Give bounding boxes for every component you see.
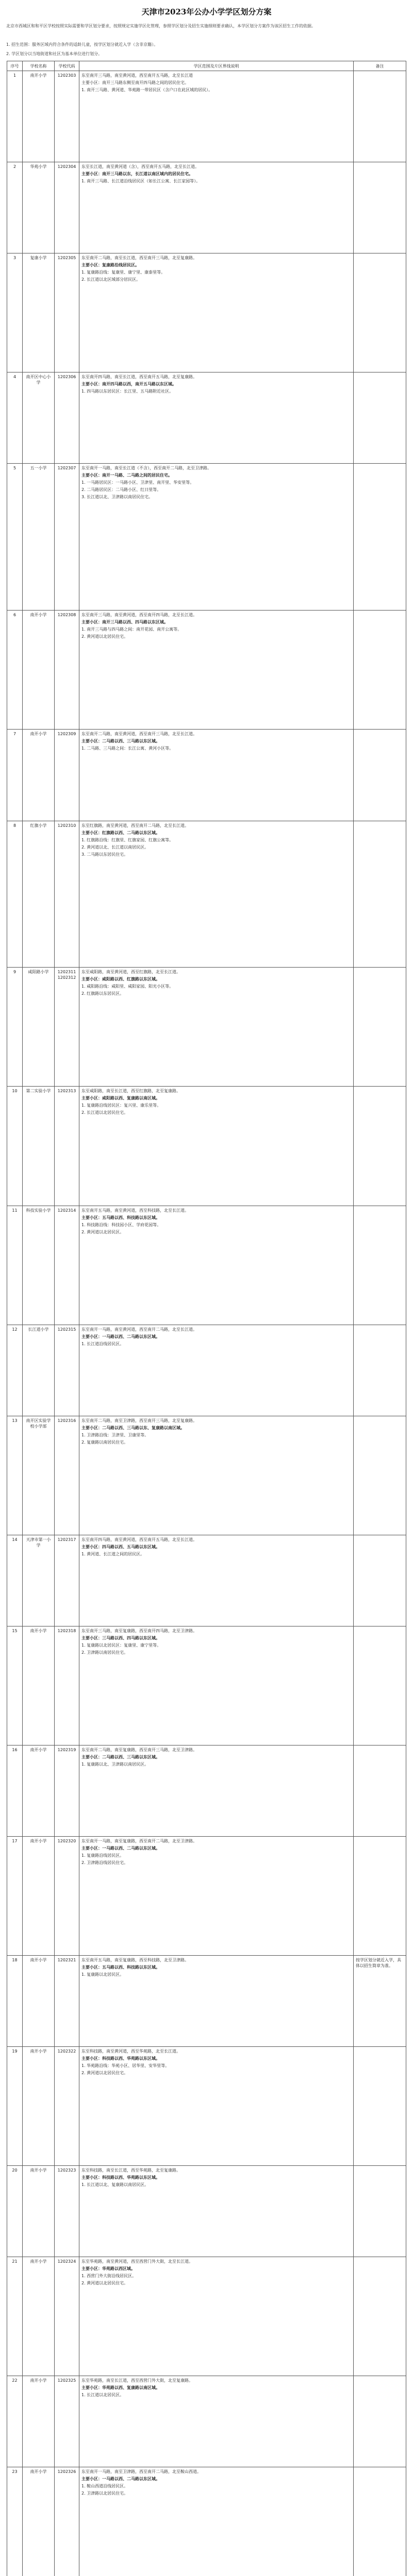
school-code: 1202305 [55, 253, 79, 372]
row-number: 5 [7, 464, 23, 611]
table-row [7, 2467, 406, 2576]
zone-line: 2. 二马路居民区：二马路小区、红日里等。 [81, 487, 161, 493]
row-number: 22 [7, 2376, 23, 2467]
row-number: 9 [7, 968, 23, 1087]
intro-paragraph: 1. 招生范围：服务区域内符合条件的适龄儿童，按学区划分就近入学（含非京籍）。 [6, 42, 158, 47]
zone-line: 东至南开四马路，南至黄河道，西至南开五马路，北至长江道。 [81, 1537, 197, 1542]
table-row [7, 1087, 406, 1206]
zone-line: 主要小区：科技路以西、华苑路以东区域。 [81, 2056, 160, 2061]
zone-line: 东至南开二马路，南至卫津路，西至南开三马路，北至复康路。 [81, 1418, 197, 1423]
zone-scope [79, 968, 354, 1087]
row-number: 23 [7, 2467, 23, 2576]
school-code: 1202322 [55, 2047, 79, 2166]
school-code: 1202324 [55, 2257, 79, 2376]
zone-line: 2. 黄河道以北居民住宅。 [81, 634, 128, 639]
zone-line: 主要小区：五马路以西、科技路以东区域。 [81, 1965, 160, 1970]
zone-line: 1. 复康路沿线：复康里、康宁里、康泰里等。 [81, 270, 166, 275]
zone-line: 主要小区：咸阳路以西、复康路以南区域。 [81, 1096, 160, 1101]
zone-line: 1. 复康路以北居民区。 [81, 1972, 124, 1977]
zone-note [354, 1087, 406, 1206]
row-number: 4 [7, 372, 23, 464]
school-code: 1202325 [55, 2376, 79, 2467]
zone-line: 东至南开三马路，南至黄河道，西至南开五马路，北至长江道 [81, 73, 193, 78]
zone-note [354, 2047, 406, 2166]
intro-paragraph: 2. 学区划分以当地街道和社区为基本单位进行划分。 [6, 52, 103, 56]
table-row [7, 968, 406, 1087]
zone-line: 1. 四马路以东居民区：长江里、五马路附近社区。 [81, 389, 174, 394]
zone-line: 东至南开五马路，南至黄河道，西至科技路，北至长江道。 [81, 1208, 189, 1213]
zone-line: 东至华苑路，南至长江道，西至西营门外大街，北至复康路。 [81, 2378, 193, 2383]
zone-line: 主要小区：华苑路以西、复康路以南区域。 [81, 2385, 160, 2391]
row-number: 2 [7, 162, 23, 253]
row-number: 1 [7, 71, 23, 162]
zone-line: 1. 复康路以北居民区：复康里、康宁里等。 [81, 1642, 161, 1648]
school-name: 南开小学 [23, 611, 55, 730]
row-number: 16 [7, 1745, 23, 1836]
row-number: 20 [7, 2166, 23, 2257]
zone-scope [79, 730, 354, 821]
zone-note [354, 2166, 406, 2257]
table-row [7, 1745, 406, 1836]
zone-scope [79, 2257, 354, 2376]
school-name: 南开小学 [23, 2376, 55, 2467]
zone-note [354, 1745, 406, 1836]
zone-line: 东至华苑路，南至黄河道，西至西营门外大街，北至长江道。 [81, 2259, 193, 2264]
zone-scope [79, 1535, 354, 1626]
zone-line: 东至南开四马路，南至长江道，西至南开五马路，北至复康路。 [81, 375, 197, 380]
school-code: 1202318 [55, 1626, 79, 1745]
zone-scope [79, 1325, 354, 1416]
school-name: 华苑小学 [23, 162, 55, 253]
zone-scope [79, 253, 354, 372]
document-title: 天津市2023年公办小学学区划分方案 [141, 7, 272, 16]
row-number: 11 [7, 1206, 23, 1325]
zone-line: 东至红旗路，南至黄河道，西至南开二马路，北至长江道。 [81, 823, 189, 828]
school-code: 1202314 [55, 1206, 79, 1325]
zone-line: 2. 红旗路以东居民区。 [81, 991, 124, 996]
zone-line: 东至南开一马路，南至卫津路，西至南开二马路，北至鞍山西道。 [81, 2469, 201, 2475]
row-number: 21 [7, 2257, 23, 2376]
school-code: 1202319 [55, 1745, 79, 1836]
zone-line: 1. 长江道以北居民区。 [81, 2393, 124, 2398]
table-row [7, 253, 406, 372]
zone-note [354, 71, 406, 162]
zone-scope [79, 464, 354, 611]
school-code: 1202315 [55, 1325, 79, 1416]
zone-line: 1. 二马路、三马路之间：长江公寓、黄河小区等。 [81, 746, 174, 751]
zone-scope [79, 1416, 354, 1535]
school-name: 南开小学 [23, 2467, 55, 2576]
zone-note [354, 464, 406, 611]
zone-line: 2. 长江道以北区域部分居民区。 [81, 277, 141, 282]
zone-note [354, 162, 406, 253]
school-code: 1202320 [55, 1836, 79, 1955]
zone-line: 1. 复康路以北、卫津路以南居民区。 [81, 1761, 149, 1767]
table-row [7, 1956, 406, 2047]
school-name: 南开区实验学校小学部 [23, 1416, 55, 1535]
zone-line: 主要小区：科技路以西、华苑路以东区域。 [81, 2175, 160, 2180]
table-row [7, 2257, 406, 2376]
zone-scope [79, 1626, 354, 1745]
zone-line: 2. 长江道以北居民住宅。 [81, 1110, 128, 1115]
zone-note [354, 611, 406, 730]
school-code: 1202313 [55, 1087, 79, 1206]
zone-scope [79, 1206, 354, 1325]
zone-line: 主要小区：复康路沿线居民区。 [81, 263, 139, 268]
school-name: 天津市第一小学 [23, 1535, 55, 1626]
zone-note [354, 730, 406, 821]
zone-line: 主要小区：一马路以西、二马路以东区域。 [81, 1845, 160, 1851]
row-number: 8 [7, 821, 23, 968]
school-name: 南开小学 [23, 2166, 55, 2257]
zone-line: 东至长江道，南至黄河道（含），西至南开五马路，北至长江道。 [81, 164, 199, 170]
zone-line: 主要小区：南开三马路以东，长江道以南区域内的居民住宅。 [81, 172, 193, 177]
zone-scope [79, 2376, 354, 2467]
table-row [7, 821, 406, 968]
school-code: 1202321 [55, 1956, 79, 2047]
header-code: 学校代码 [55, 61, 79, 71]
zone-note [354, 2257, 406, 2376]
zone-line: 主要小区：三马路以西、四马路以东区域。 [81, 1635, 160, 1640]
school-name: 科技实验小学 [23, 1206, 55, 1325]
school-name: 南开小学 [23, 71, 55, 162]
row-number: 12 [7, 1325, 23, 1416]
zone-note [354, 2467, 406, 2576]
zone-line: 东至南开三马路，南至复康路，西至南开四马路，北至卫津路。 [81, 1628, 197, 1633]
zone-line: 2. 黄河道以北居民区。 [81, 1229, 124, 1234]
zone-scope [79, 2467, 354, 2576]
zone-scope [79, 1087, 354, 1206]
zone-line: 2. 卫津路以南居民住宅。 [81, 1650, 128, 1655]
zone-line: 主要小区：四马路以西、五马路以东区域。 [81, 1544, 160, 1549]
header-note: 备注 [354, 61, 406, 71]
zone-line: 东至咸阳路，南至黄河道，西至红旗路，北至长江道。 [81, 970, 180, 975]
row-number: 13 [7, 1416, 23, 1535]
school-code: 1202310 [55, 821, 79, 968]
table-row [7, 464, 406, 611]
zone-line: 1. 黄河道、长江道之间的居民区。 [81, 1551, 145, 1556]
table-row [7, 1535, 406, 1626]
zone-line: 2. 卫津路以北居民住宅。 [81, 2491, 128, 2496]
zone-note [354, 1416, 406, 1535]
zone-scope [79, 821, 354, 968]
table-row [7, 2166, 406, 2257]
row-number: 7 [7, 730, 23, 821]
intro-paragraph: 北京市西城区和和平区学校按照实际需要和学区划分要求，按照规定实施学区化管理，参照学区划分及招生实施细则要求确认，本学区划分方案作为该区招生工作的依据。 [6, 24, 316, 28]
zone-line: 1. 南开三马路、长江道沿线居民区（如长江公寓、长江家园等）。 [81, 179, 201, 184]
zone-scope [79, 1836, 354, 1955]
zone-line: 主要小区：五马路以西、科技路以东区域。 [81, 1215, 160, 1220]
zone-line: 1. 咸阳路沿线：咸阳里、咸阳家园、阳光小区等。 [81, 984, 174, 989]
zone-line: 东至南开二马路，南至复康路，西至南开三马路，北至卫津路。 [81, 1747, 197, 1752]
zone-line: 2. 黄河道以北居民住宅。 [81, 2281, 128, 2286]
table-row [7, 162, 406, 253]
zone-note [354, 1206, 406, 1325]
zone-note [354, 1325, 406, 1416]
school-code: 1202307 [55, 464, 79, 611]
row-number: 15 [7, 1626, 23, 1745]
zone-line: 主要小区：南开四马路以西，南开五马路以东区域。 [81, 382, 176, 387]
table-row [7, 2376, 406, 2467]
zone-scope [79, 372, 354, 464]
zone-line: 东至南开二马路，南至黄河道，西至南开三马路，北至长江道。 [81, 732, 197, 737]
zone-scope [79, 2166, 354, 2257]
zone-line: 东至南开一马路，南至复康路，西至南开二马路，北至卫津路。 [81, 1838, 197, 1843]
zone-note [354, 1626, 406, 1745]
school-code: 1202306 [55, 372, 79, 464]
zone-line: 主要小区：红旗路以西、二马路以东区域。 [81, 830, 160, 835]
zone-note [354, 1836, 406, 1955]
school-code: 1202316 [55, 1416, 79, 1535]
school-zone-table [7, 61, 406, 2576]
zone-line: 1. 红旗路沿线：红旗里、红旗家园、红旗公寓等。 [81, 837, 174, 842]
zone-note [354, 1535, 406, 1626]
zone-line: 1. 南开三马路、黄河道、华苑路一带居民区（含户口在此区域的居民）。 [81, 88, 213, 92]
school-code: 1202311 1202312 [55, 968, 79, 1087]
zone-note [354, 968, 406, 1087]
zone-line: 东至南开五马路，南至复康路，西至科技路，北至卫津路。 [81, 1958, 189, 1962]
school-code: 1202304 [55, 162, 79, 253]
row-number: 18 [7, 1956, 23, 2047]
school-code: 1202308 [55, 611, 79, 730]
row-number: 17 [7, 1836, 23, 1955]
zone-line: 1. 卫津路沿线：卫津里、卫康里等。 [81, 1432, 149, 1437]
zone-line: 主要小区：咸阳路以西、红旗路以东区域。 [81, 977, 160, 982]
row-number: 19 [7, 2047, 23, 2166]
zone-line: 主要小区：南开三马路东侧至南开四马路之间的居民住宅。 [81, 80, 189, 85]
zone-line: 东至科技路，南至黄河道，西至华苑路，北至长江道。 [81, 2049, 180, 2054]
zone-line: 主要小区：南开一马路、二马路之间的居民住宅。 [81, 473, 172, 478]
school-name: 咸阳路小学 [23, 968, 55, 1087]
zone-line: 2. 复康路以南居民住宅。 [81, 1439, 128, 1445]
zone-line: 1. 西营门外大街沿线居民区。 [81, 2274, 137, 2279]
zone-line: 1. 鞍山西道沿线居民区。 [81, 2484, 128, 2489]
table-body [7, 71, 406, 2576]
zone-line: 主要小区：一马路以西、二马路以东区域。 [81, 2477, 160, 2482]
zone-line: 1. 南开三马路与四马路之间：南开花园、南开公寓等。 [81, 627, 182, 632]
zone-scope [79, 1745, 354, 1836]
zone-scope [79, 2047, 354, 2166]
school-name: 南开小学 [23, 1745, 55, 1836]
header-school: 学校名称 [23, 61, 55, 71]
zone-line: 1. 科技路沿线：科技园小区、学府花园等。 [81, 1222, 161, 1227]
school-name: 长江道小学 [23, 1325, 55, 1416]
table-row [7, 611, 406, 730]
zone-line: 东至南开二马路，南至长江道，西至南开三马路，北至复康路。 [81, 256, 197, 261]
zone-line: 1. 复康路沿线居民区。 [81, 1853, 124, 1858]
school-code: 1202326 [55, 2467, 79, 2576]
zone-note [354, 372, 406, 464]
table-row [7, 2047, 406, 2166]
zone-note: 按学区划分就近入学，具体以招生简章为准。 [354, 1956, 406, 2047]
zone-line: 1. 长江道以北、复康路以南居民区。 [81, 2182, 149, 2188]
zone-line: 东至南开三马路，南至黄河道，西至南开四马路，北至长江道。 [81, 613, 197, 618]
school-name: 南开小学 [23, 1836, 55, 1955]
zone-line: 2. 黄河道以北、长江道以南居民区。 [81, 844, 149, 850]
zone-note [354, 821, 406, 968]
table-header-row [7, 61, 406, 71]
table-row [7, 1416, 406, 1535]
school-name: 南开小学 [23, 2047, 55, 2166]
zone-note [354, 253, 406, 372]
zone-line: 1. 长江道沿线居民区。 [81, 1341, 124, 1346]
zone-line: 主要小区：一马路以西、二马路以东区域。 [81, 1334, 160, 1339]
table-row [7, 1206, 406, 1325]
school-code: 1202317 [55, 1535, 79, 1626]
zone-scope [79, 1956, 354, 2047]
school-name: 南开区中心小学 [23, 372, 55, 464]
zone-line: 主要小区：南开三马路以西、四马路以东区域。 [81, 620, 168, 625]
zone-line: 3. 二马路以东居民住宅。 [81, 852, 128, 857]
school-code: 1202303 [55, 71, 79, 162]
zone-line: 1. 华苑路沿线：华苑小区、居华里、安华里等。 [81, 2063, 170, 2069]
zone-line: 1. 复康路沿线居民区：复兴里、康乐里等。 [81, 1103, 161, 1108]
zone-scope [79, 611, 354, 730]
row-number: 14 [7, 1535, 23, 1626]
school-name: 第二实验小学 [23, 1087, 55, 1206]
zone-line: 主要小区：二马路以西、三马路以东区域。 [81, 1754, 160, 1759]
school-code: 1202323 [55, 2166, 79, 2257]
zone-scope [79, 162, 354, 253]
school-name: 南开小学 [23, 1626, 55, 1745]
school-name: 南开小学 [23, 2257, 55, 2376]
zone-note [354, 2376, 406, 2467]
table-row [7, 1626, 406, 1745]
table-row [7, 71, 406, 162]
row-number: 10 [7, 1087, 23, 1206]
row-number: 6 [7, 611, 23, 730]
zone-line: 东至南开一马路，南至黄河道，西至南开二马路，北至长江道。 [81, 1327, 197, 1332]
zone-line: 1. 一马路居民区：一马路小区、卫津里、南开里、华安里等。 [81, 480, 194, 485]
table-row [7, 372, 406, 464]
zone-line: 东至科技路，南至长江道，西至华苑路，北至复康路。 [81, 2168, 180, 2173]
school-code: 1202309 [55, 730, 79, 821]
school-name: 南开小学 [23, 1956, 55, 2047]
school-name: 红旗小学 [23, 821, 55, 968]
zone-line: 3. 长江道以北、卫津路以南居民住宅。 [81, 495, 153, 500]
zone-line: 2. 卫津路沿线居民住宅。 [81, 1860, 128, 1865]
zone-line: 东至南开一马路，南至长江道（不含），西至南开二马路，北至卫津路。 [81, 466, 211, 471]
header-number: 序号 [7, 61, 23, 71]
table-row [7, 1325, 406, 1416]
table-row [7, 730, 406, 821]
header-scope: 学区范围及片区界线说明 [79, 61, 354, 71]
zone-line: 2. 黄河道以北居民住宅。 [81, 2071, 128, 2076]
school-name: 五一小学 [23, 464, 55, 611]
zone-line: 东至咸阳路，南至长江道，西至红旗路，北至复康路。 [81, 1089, 180, 1094]
zone-line: 主要小区：二马路以西、三马路以东、复康路以南区域。 [81, 1425, 185, 1430]
row-number: 3 [7, 253, 23, 372]
school-name: 复康小学 [23, 253, 55, 372]
zone-line: 主要小区：华苑路以西区域。 [81, 2266, 135, 2272]
school-name: 南开小学 [23, 730, 55, 821]
zone-scope [79, 71, 354, 162]
zone-line: 主要小区：二马路以西、三马路以东区域。 [81, 739, 160, 744]
table-row [7, 1836, 406, 1955]
